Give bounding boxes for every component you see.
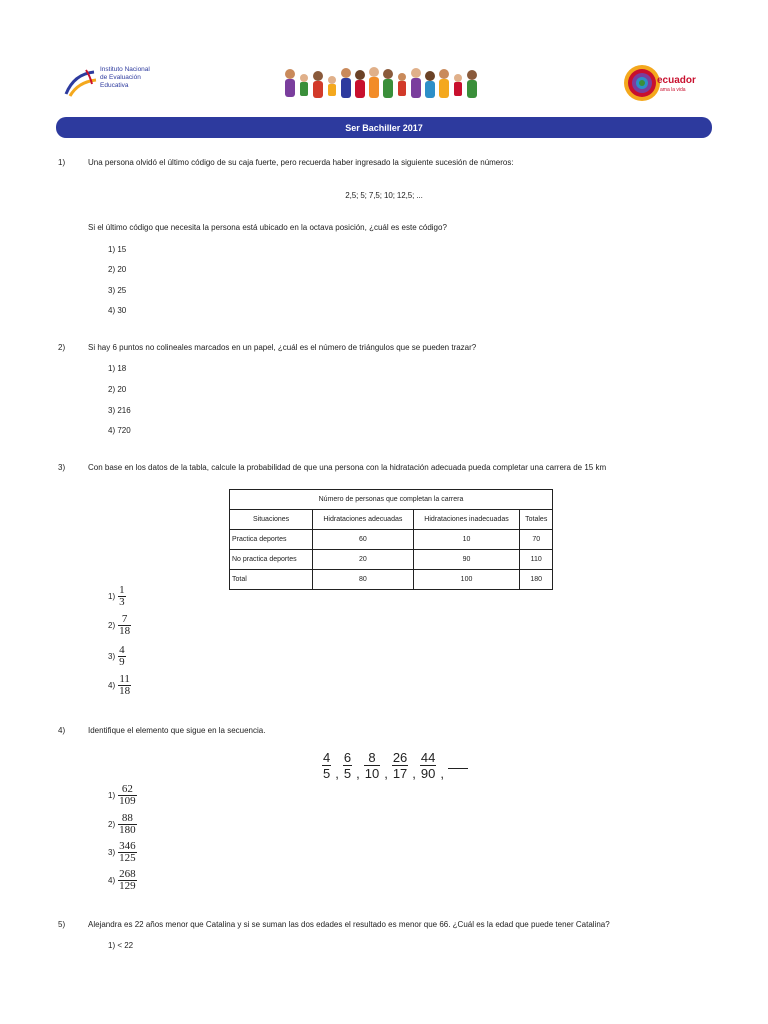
ineval-line-3: Educativa — [100, 82, 129, 89]
q1-option-4[interactable]: 4) 30 — [108, 306, 127, 315]
q4-option-3[interactable] — [108, 841, 137, 864]
q1-question: Si el último código que necesita la persona está ubicado en la octava posición, ¿cuál es este código? — [88, 223, 447, 232]
table-header: Situaciones — [230, 510, 313, 530]
fraction: $\frac{268}{129}$ — [119, 868, 136, 892]
ecuador-logo — [622, 63, 696, 105]
ineval-logo — [64, 66, 184, 100]
table-cell: 110 — [520, 550, 553, 570]
fraction: $\frac{62}{109}$ — [119, 783, 136, 807]
sequence-separator: , — [412, 766, 416, 781]
q3-number: 3) — [58, 463, 66, 472]
q1-text: Una persona olvidó el último código de su caja fuerte, pero recuerda haber ingresado la siguiente sucesión de números: — [88, 158, 514, 167]
q4-sequence — [322, 750, 468, 781]
q3-option-1[interactable] — [108, 585, 126, 608]
table-header: Hidrataciones inadecuadas — [413, 510, 520, 530]
fraction: $\frac{1}{3}$ — [119, 584, 125, 608]
option-label: 2) — [108, 621, 116, 630]
table-cell: Practica deportes — [230, 530, 313, 550]
q2-option-3[interactable]: 3) 216 — [108, 406, 131, 415]
data-table — [229, 489, 553, 590]
people-illustration — [282, 62, 488, 104]
fraction: $\frac{4}{9}$ — [119, 644, 125, 668]
q3-option-2[interactable] — [108, 614, 131, 637]
sequence-fraction: $\frac{44}{90}$ — [420, 750, 436, 781]
q1-sequence: 2,5; 5; 7,5; 10; 12,5; ... — [345, 191, 423, 200]
table-cell: 180 — [520, 570, 553, 590]
fraction: $\frac{7}{18}$ — [119, 613, 131, 637]
ecuador-brand: ecuador — [657, 75, 696, 86]
q5-number: 5) — [58, 920, 66, 929]
q5-text: Alejandra es 22 años menor que Catalina y si se suman las dos edades el resultado es menor que 66. ¿Cuál es la edad que puede tener Catalina? — [88, 920, 610, 929]
table-title-row — [230, 490, 553, 510]
sequence-separator: , — [440, 766, 444, 781]
q1-option-2[interactable]: 2) 20 — [108, 265, 127, 274]
q3-text: Con base en los datos de la tabla, calcule la probabilidad de que una persona con la hidratación adecuada pueda completar una carrera de 15 km — [88, 463, 607, 472]
title-banner: Ser Bachiller 2017 — [56, 117, 712, 138]
sequence-separator: , — [384, 766, 388, 781]
sequence-fraction: $\frac{6}{5}$ — [343, 750, 352, 781]
q4-option-4[interactable] — [108, 869, 137, 892]
sequence-fraction: $\frac{26}{17}$ — [392, 750, 408, 781]
sequence-fraction: $\frac{4}{5}$ — [323, 750, 331, 781]
table-row — [230, 530, 553, 550]
table-cell: No practica deportes — [230, 550, 313, 570]
table-row — [230, 550, 553, 570]
q4-option-2[interactable] — [108, 813, 137, 836]
q5-option-1[interactable]: 1) < 22 — [108, 941, 134, 950]
q2-text: Si hay 6 puntos no colineales marcados en un papel, ¿cuál es el número de triángulos que se pueden trazar? — [88, 343, 477, 352]
q2-option-1[interactable]: 1) 18 — [108, 364, 127, 373]
option-label: 1) — [108, 791, 116, 800]
option-label: 4) — [108, 876, 116, 885]
sequence-separator: , — [335, 766, 339, 781]
fraction: $\frac{88}{180}$ — [119, 812, 136, 836]
table-cell: 70 — [520, 530, 553, 550]
ineval-line-2: de Evaluación — [100, 74, 141, 81]
option-label: 3) — [108, 848, 116, 857]
table-row — [230, 570, 553, 590]
table-cell: 90 — [413, 550, 520, 570]
sequence-fraction: $\frac{8}{10}$ — [364, 750, 380, 781]
q2-number: 2) — [58, 343, 66, 352]
q1-option-3[interactable]: 3) 25 — [108, 286, 127, 295]
q4-option-1[interactable] — [108, 784, 137, 807]
ecuador-tagline: ama la vida — [660, 87, 686, 93]
table-title: Número de personas que completan la carrera — [230, 490, 553, 510]
table-cell: 20 — [313, 550, 413, 570]
table-cell: Total — [230, 570, 313, 590]
fraction: $\frac{346}{125}$ — [119, 840, 136, 864]
option-label: 4) — [108, 681, 116, 690]
ineval-line-1: Instituto Nacional — [100, 66, 150, 73]
ineval-swirl-icon — [64, 68, 98, 98]
sequence-separator: , — [356, 766, 360, 781]
option-label: 1) — [108, 592, 116, 601]
option-label: 3) — [108, 652, 116, 661]
q3-option-3[interactable] — [108, 645, 126, 668]
table-header: Hidrataciones adecuadas — [313, 510, 413, 530]
q4-number: 4) — [58, 726, 66, 735]
q1-option-1[interactable]: 1) 15 — [108, 245, 127, 254]
q3-option-4[interactable] — [108, 674, 131, 697]
answer-blank — [448, 768, 468, 769]
table-cell: 60 — [313, 530, 413, 550]
table-header-row — [230, 510, 553, 530]
ecuador-sun-icon — [622, 63, 662, 103]
table-cell: 10 — [413, 530, 520, 550]
q2-option-4[interactable]: 4) 720 — [108, 426, 131, 435]
people-group-icon — [282, 62, 488, 104]
option-label: 2) — [108, 820, 116, 829]
table-cell: 80 — [313, 570, 413, 590]
fraction: $\frac{11}{18}$ — [119, 673, 131, 697]
table-header: Totales — [520, 510, 553, 530]
q4-text: Identifique el elemento que sigue en la secuencia. — [88, 726, 266, 735]
q2-option-2[interactable]: 2) 20 — [108, 385, 127, 394]
table-cell: 100 — [413, 570, 520, 590]
q1-number: 1) — [58, 158, 66, 167]
